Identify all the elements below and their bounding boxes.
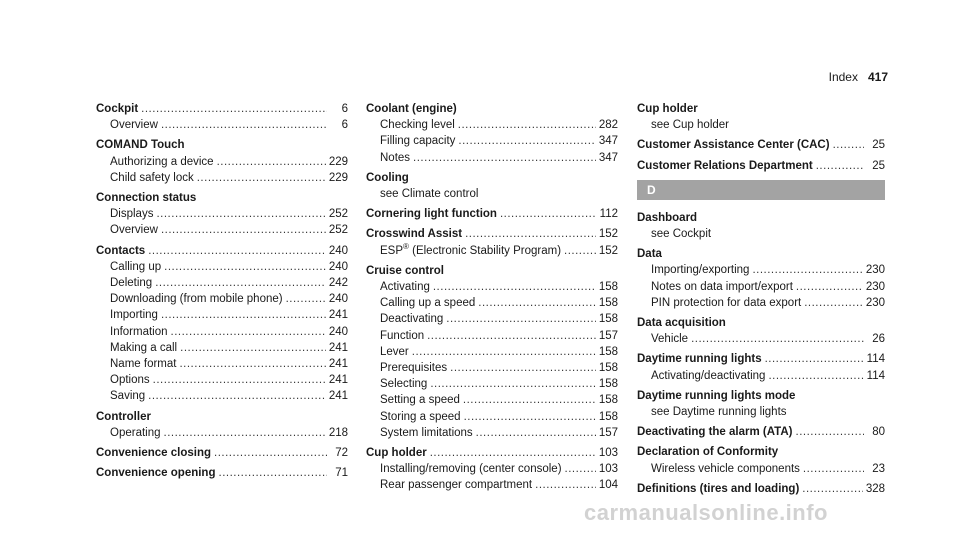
index-term: Customer Relations Department <box>637 159 813 172</box>
leader-dots <box>446 311 596 327</box>
page-reference: 6 <box>341 119 348 132</box>
index-term-row <box>637 101 885 117</box>
subentry-text: Activating <box>380 281 430 294</box>
page-reference: 241 <box>328 309 348 322</box>
index-entry <box>637 481 885 497</box>
leader-dots <box>752 262 862 278</box>
index-entry <box>637 137 885 153</box>
subentry-text: Rear passenger compartment <box>380 479 533 492</box>
subentry-text: Prerequisites <box>380 362 448 375</box>
index-term: Cup holder <box>366 447 427 460</box>
leader-dots <box>833 137 864 153</box>
subentry-label <box>651 368 765 384</box>
page-reference: 241 <box>328 341 348 354</box>
page-reference: 241 <box>328 358 348 371</box>
index-subentry[interactable] <box>96 259 348 275</box>
index-subentry[interactable] <box>366 117 618 133</box>
index-subentry[interactable] <box>96 206 348 222</box>
page-reference: 25 <box>872 139 885 152</box>
subentry-label <box>110 206 153 222</box>
index-entry <box>366 101 618 166</box>
subentry-text: Storing a speed <box>380 410 461 423</box>
subentry-text: Vehicle <box>651 333 689 346</box>
index-subentry[interactable] <box>96 275 348 291</box>
page-reference: 347 <box>598 135 618 148</box>
subentry-label <box>110 275 152 291</box>
index-term: Customer Assistance Center (CAC) <box>637 139 830 152</box>
index-term-row[interactable] <box>96 465 348 481</box>
index-subentry[interactable] <box>366 133 618 149</box>
index-subentry[interactable] <box>637 262 885 278</box>
subentry-label <box>380 392 460 408</box>
page-reference: 241 <box>328 374 348 387</box>
subentry-text: Filling capacity <box>380 135 456 148</box>
subentry-label <box>380 425 473 441</box>
leader-dots <box>458 133 595 149</box>
page-reference: 240 <box>328 260 348 273</box>
index-term-row <box>637 246 885 262</box>
section-label: Index <box>828 70 858 84</box>
page-reference: 328 <box>865 482 885 495</box>
leader-dots <box>197 170 326 186</box>
see-reference[interactable]: see Daytime running lights <box>651 406 787 419</box>
page-reference: 72 <box>335 447 348 460</box>
leader-dots <box>802 481 863 497</box>
page-reference: 158 <box>598 297 618 310</box>
index-term-row <box>637 315 885 331</box>
index-subentry[interactable] <box>366 243 618 259</box>
index-subentry[interactable] <box>96 372 348 388</box>
index-term-row <box>637 444 885 460</box>
subentry-label <box>380 311 443 327</box>
page-reference: 241 <box>328 390 348 403</box>
index-subentry[interactable] <box>637 368 885 384</box>
leader-dots <box>430 376 596 392</box>
leader-dots <box>148 388 326 404</box>
leader-dots <box>535 477 596 493</box>
index-term: Coolant (engine) <box>366 103 457 115</box>
see-reference[interactable]: see Climate control <box>380 188 479 201</box>
index-entry <box>96 137 348 186</box>
leader-dots <box>478 295 596 311</box>
subentry-text: System limitations <box>380 426 473 439</box>
index-subentry[interactable] <box>366 477 618 493</box>
index-entry <box>96 243 348 405</box>
subentry-label <box>110 340 177 356</box>
index-term-row[interactable] <box>637 137 885 153</box>
leader-dots <box>214 445 327 461</box>
index-term-row <box>366 170 618 186</box>
index-term: Deactivating the alarm (ATA) <box>637 426 793 439</box>
page-reference: 230 <box>865 280 885 293</box>
index-term: Daytime running lights <box>637 353 762 366</box>
subentry-label <box>380 243 561 259</box>
subentry-text: Saving <box>110 390 146 403</box>
leader-dots <box>286 291 326 307</box>
index-term-row <box>366 263 618 279</box>
subentry-label <box>110 388 145 404</box>
page-reference: 229 <box>328 171 348 184</box>
index-entry <box>637 158 885 174</box>
leader-dots <box>796 279 863 295</box>
subentry-label <box>380 409 461 425</box>
leader-dots <box>156 206 325 222</box>
index-term: Convenience closing <box>96 447 212 460</box>
page-reference: 114 <box>866 353 885 366</box>
leader-dots <box>219 465 328 481</box>
leader-dots <box>463 392 596 408</box>
leader-dots <box>691 331 864 347</box>
leader-dots <box>171 324 326 340</box>
index-term-row <box>637 388 885 404</box>
subentry-label <box>380 328 424 344</box>
index-term: Cup holder <box>637 103 698 115</box>
index-subentry[interactable] <box>96 324 348 340</box>
page-reference: 158 <box>598 378 618 391</box>
leader-dots <box>141 101 327 117</box>
page-reference: 157 <box>598 329 618 342</box>
page-number: 417 <box>867 70 888 84</box>
subentry-label <box>110 154 214 170</box>
subentry-text: Overview <box>110 119 158 132</box>
subentry-text: Deactivating <box>380 313 444 326</box>
index-term-row <box>96 409 348 425</box>
leader-dots <box>433 279 596 295</box>
index-term-row[interactable] <box>366 206 618 222</box>
index-term: Cruise control <box>366 264 444 277</box>
page-reference: 103 <box>598 447 618 460</box>
subentry-label <box>380 376 427 392</box>
index-subentry[interactable] <box>366 409 618 425</box>
index-entry <box>366 226 618 258</box>
subentry-text: Function <box>380 329 425 342</box>
subentry-text: Information <box>110 325 168 338</box>
index-subentry[interactable] <box>366 392 618 408</box>
subentry-label <box>651 279 793 295</box>
index-term: Convenience opening <box>96 467 216 480</box>
index-subentry[interactable] <box>366 150 618 166</box>
leader-dots <box>464 409 596 425</box>
subentry-label <box>380 117 455 133</box>
subentry-text-suffix: (Electronic Stability Program) <box>408 244 562 257</box>
subentry-text: Notes on data import/export <box>651 280 793 293</box>
subentry-text: Child safety lock <box>110 171 194 184</box>
leader-dots <box>796 424 865 440</box>
index-entry <box>366 445 618 494</box>
subentry-label <box>651 295 801 311</box>
index-term-row[interactable] <box>637 158 885 174</box>
page-reference: 71 <box>335 467 348 480</box>
index-subentry[interactable] <box>366 328 618 344</box>
index-subentry[interactable] <box>96 222 348 238</box>
index-subentry[interactable] <box>96 117 348 133</box>
index-subentry[interactable] <box>637 461 885 477</box>
leader-dots <box>458 117 596 133</box>
page-reference: 158 <box>598 281 618 294</box>
leader-dots <box>768 368 863 384</box>
page-reference: 157 <box>598 426 618 439</box>
leader-dots <box>161 222 326 238</box>
index-subentry[interactable] <box>366 344 618 360</box>
index-entry <box>366 170 618 202</box>
index-subentry[interactable] <box>96 425 348 441</box>
subentry-label <box>110 425 161 441</box>
leader-dots <box>430 445 596 461</box>
index-subentry[interactable] <box>366 376 618 392</box>
index-subentry[interactable] <box>96 154 348 170</box>
page-reference: 230 <box>865 264 885 277</box>
page-reference: 218 <box>328 426 348 439</box>
subentry-text: Displays <box>110 208 154 221</box>
subentry-label <box>380 150 410 166</box>
page-reference: 25 <box>872 159 885 172</box>
index-term-row[interactable] <box>96 101 348 117</box>
see-reference[interactable]: see Cup holder <box>651 119 729 132</box>
leader-dots <box>564 243 596 259</box>
subentry-text: Checking level <box>380 119 455 132</box>
index-term-row[interactable] <box>96 243 348 259</box>
subentry-label <box>651 461 800 477</box>
subentry-label <box>380 360 447 376</box>
leader-dots <box>148 243 326 259</box>
index-entry <box>96 445 348 461</box>
leader-dots <box>155 275 326 291</box>
page-reference: 6 <box>341 103 348 115</box>
index-term-row <box>637 210 885 226</box>
index-term: Declaration of Conformity <box>637 446 779 459</box>
index-subentry[interactable] <box>366 279 618 295</box>
index-subentry[interactable] <box>637 331 885 347</box>
leader-dots <box>427 328 596 344</box>
subentry-label <box>110 259 161 275</box>
index-term: COMAND Touch <box>96 139 185 152</box>
index-subentry[interactable] <box>637 279 885 295</box>
index-term-row[interactable] <box>366 445 618 461</box>
leader-dots <box>476 425 596 441</box>
index-column-1 <box>96 101 348 485</box>
letter-heading: D <box>647 182 656 197</box>
subentry-label <box>110 170 194 186</box>
leader-dots <box>161 307 326 323</box>
index-subentry[interactable] <box>366 311 618 327</box>
page-reference: 282 <box>598 119 618 132</box>
index-term-row <box>366 101 618 117</box>
index-term: Daytime running lights mode <box>637 389 796 402</box>
page-reference: 158 <box>598 394 618 407</box>
subentry-label <box>110 117 158 133</box>
page-reference: 80 <box>872 426 885 439</box>
letter-heading-bar <box>637 180 885 200</box>
index-term: Data acquisition <box>637 317 726 330</box>
index-column-3 <box>637 101 885 501</box>
leader-dots <box>153 372 326 388</box>
page-reference: 158 <box>598 313 618 326</box>
index-subentry[interactable] <box>96 291 348 307</box>
index-term: Dashboard <box>637 211 698 224</box>
leader-dots <box>180 340 326 356</box>
page-reference: 114 <box>866 369 885 382</box>
index-entry <box>637 424 885 440</box>
leader-dots <box>179 356 325 372</box>
subentry-label <box>110 356 176 372</box>
index-subentry[interactable] <box>366 425 618 441</box>
index-subentry[interactable] <box>366 360 618 376</box>
subentry-text: Setting a speed <box>380 394 460 407</box>
index-term-row <box>96 190 348 206</box>
subentry-label <box>380 279 430 295</box>
page-reference: 152 <box>598 228 618 241</box>
index-subentry[interactable] <box>96 307 348 323</box>
page-reference: 158 <box>598 362 618 375</box>
subentry-label <box>380 295 475 311</box>
index-entry <box>637 210 885 242</box>
index-entry <box>96 465 348 481</box>
index-term-row[interactable] <box>637 351 885 367</box>
subentry-text: Selecting <box>380 378 428 391</box>
subentry-text: ESP <box>380 244 404 257</box>
page-reference: 242 <box>328 277 348 290</box>
leader-dots <box>217 154 326 170</box>
index-entry <box>637 101 885 133</box>
page-reference: 103 <box>598 463 618 476</box>
index-term: Cockpit <box>96 103 139 115</box>
subentry-label <box>110 372 150 388</box>
index-subentry[interactable] <box>96 356 348 372</box>
page-reference: 158 <box>598 345 618 358</box>
index-term-row[interactable] <box>96 445 348 461</box>
page-reference: 152 <box>598 244 618 257</box>
leader-dots <box>500 206 597 222</box>
subentry-text: Deleting <box>110 277 153 290</box>
index-entry <box>637 444 885 476</box>
page-reference: 112 <box>599 208 618 221</box>
page-reference: 158 <box>598 410 618 423</box>
leader-dots <box>164 259 326 275</box>
index-term: Definitions (tires and loading) <box>637 482 800 495</box>
subentry-text: Downloading (from mobile phone) <box>110 293 283 306</box>
page-reference: 240 <box>328 325 348 338</box>
subentry-text: Notes <box>380 151 411 164</box>
page-reference: 252 <box>328 208 348 221</box>
subentry-text: Installing/removing (center console) <box>380 463 562 476</box>
leader-dots <box>164 425 326 441</box>
index-term: Connection status <box>96 192 197 205</box>
index-term-row[interactable] <box>637 481 885 497</box>
subentry-text: Calling up a speed <box>380 297 476 310</box>
page-reference: 240 <box>328 293 348 306</box>
leader-dots <box>413 150 596 166</box>
leader-dots <box>450 360 596 376</box>
index-subentry[interactable] <box>637 295 885 311</box>
subentry-text: Name format <box>110 358 177 371</box>
subentry-text: Operating <box>110 426 161 439</box>
index-entry <box>637 388 885 420</box>
subentry-text: Importing <box>110 309 158 322</box>
subentry-label <box>380 344 409 360</box>
subentry-label <box>110 324 168 340</box>
index-entry <box>637 315 885 347</box>
index-subentry[interactable] <box>96 170 348 186</box>
index-term-row[interactable] <box>637 424 885 440</box>
subentry-text: Importing/exporting <box>651 264 750 277</box>
page-header <box>829 70 888 84</box>
index-term: Cooling <box>366 171 409 184</box>
page-reference: 347 <box>598 151 618 164</box>
subentry-label <box>380 477 532 493</box>
index-subentry[interactable] <box>96 340 348 356</box>
leader-dots <box>465 226 596 242</box>
registered-mark: ® <box>403 241 409 251</box>
index-entry <box>637 351 885 383</box>
see-reference[interactable]: see Cockpit <box>651 228 712 241</box>
page-reference: 23 <box>872 462 885 475</box>
watermark: carmanualsonline.info <box>584 500 828 525</box>
leader-dots <box>161 117 327 133</box>
subentry-text: Authorizing a device <box>110 155 214 168</box>
index-entry <box>366 206 618 222</box>
index-term-row <box>96 137 348 153</box>
index-term: Data <box>637 248 662 261</box>
index-term: Controller <box>96 410 151 423</box>
index-entry <box>637 246 885 311</box>
page-reference: 240 <box>328 244 348 257</box>
leader-dots <box>412 344 596 360</box>
subentry-text: Lever <box>380 345 409 358</box>
subentry-label <box>380 133 455 149</box>
subentry-text: Overview <box>110 224 158 237</box>
subentry-text: Wireless vehicle components <box>651 462 800 475</box>
leader-dots <box>565 461 596 477</box>
subentry-text: PIN protection for data export <box>651 296 802 309</box>
subentry-text: Activating/deactivating <box>651 369 766 382</box>
index-subentry[interactable] <box>366 461 618 477</box>
index-entry <box>96 190 348 239</box>
subentry-label <box>110 291 283 307</box>
index-entry <box>96 409 348 441</box>
page-reference: 252 <box>328 224 348 237</box>
page-reference: 26 <box>872 333 885 346</box>
index-column-2 <box>366 101 618 498</box>
index-term: Contacts <box>96 244 146 257</box>
leader-dots <box>804 295 863 311</box>
page-reference: 104 <box>598 479 618 492</box>
leader-dots <box>816 158 864 174</box>
subentry-label <box>651 331 688 347</box>
leader-dots <box>803 461 864 477</box>
index-subentry[interactable] <box>96 388 348 404</box>
subentry-text: Options <box>110 374 150 387</box>
index-term: Cornering light function <box>366 208 497 221</box>
index-entry <box>366 263 618 441</box>
index-term: Crosswind Assist <box>366 228 463 241</box>
index-subentry[interactable] <box>366 295 618 311</box>
subentry-label <box>110 222 158 238</box>
subentry-label <box>380 461 562 477</box>
index-entry <box>96 101 348 133</box>
subentry-text: Calling up <box>110 260 162 273</box>
page-reference: 230 <box>865 296 885 309</box>
index-term-row[interactable] <box>366 226 618 242</box>
page-reference: 229 <box>328 155 348 168</box>
subentry-label <box>651 262 749 278</box>
leader-dots <box>765 351 864 367</box>
subentry-label <box>110 307 158 323</box>
subentry-text: Making a call <box>110 341 178 354</box>
